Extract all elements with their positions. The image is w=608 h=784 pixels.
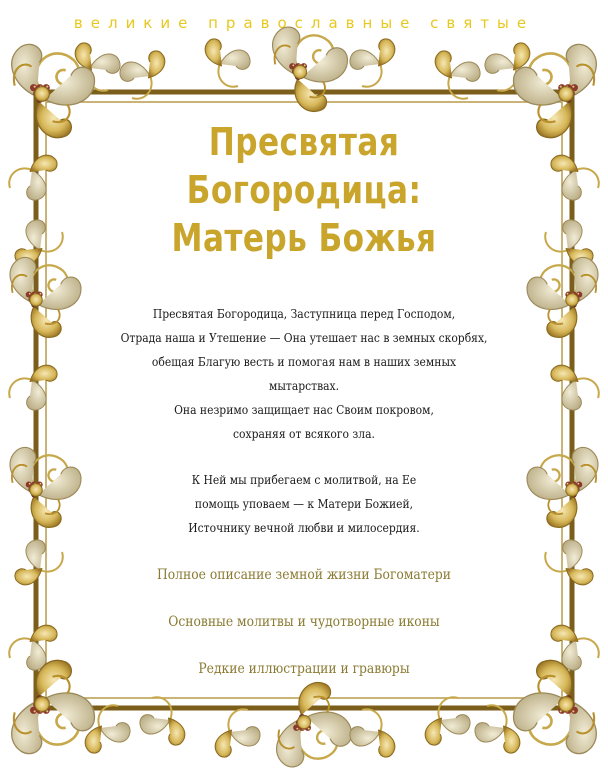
desc-line: помощь уповаем — к Матери Божией, — [194, 496, 414, 511]
feature-item: Основные молитвы и чудотворные иконы — [168, 614, 440, 630]
feature-item: Редкие иллюстрации и гравюры — [198, 661, 410, 677]
feature-item: Полное описание земной жизни Богоматери — [157, 567, 451, 583]
top-ornament-band — [75, 27, 530, 111]
desc-line: Источнику вечной любви и милосердия. — [188, 520, 420, 535]
description-paragraph-1 — [120, 302, 488, 446]
feature-list — [90, 564, 518, 680]
desc-line: Отрада наша и Утешение — Она утешает нас в земных скорбях, — [120, 330, 488, 345]
desc-line: Она незримо защищает нас Своим покровом, — [174, 402, 434, 417]
book-title-line1: Пресвятая Богородица: — [186, 120, 422, 212]
series-title: великие православные святые — [73, 14, 535, 32]
left-ornament-band — [9, 155, 81, 670]
desc-line: Пресвятая Богородица, Заступница перед Господом, — [152, 306, 456, 321]
book-title — [129, 118, 480, 262]
desc-line: обещая Благую весть и помогая нам в наших земных мытарствах. — [151, 354, 457, 393]
description-paragraph-2 — [120, 468, 488, 540]
desc-line: сохраняя от всякого зла. — [233, 426, 375, 441]
book-title-line2: Матерь Божья — [171, 216, 437, 260]
right-ornament-band — [527, 155, 599, 670]
description — [120, 302, 488, 540]
main-content — [90, 118, 518, 705]
desc-line: К Ней мы прибегаем с молитвой, на Ее — [191, 472, 417, 487]
